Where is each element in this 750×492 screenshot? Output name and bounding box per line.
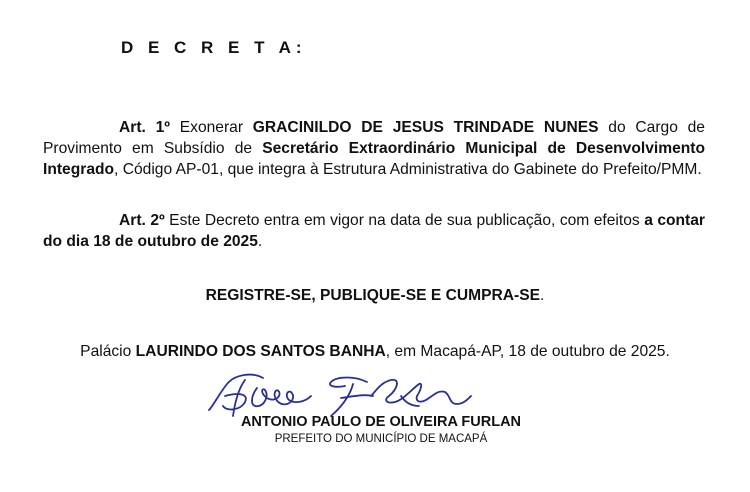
place-and-date: [0, 343, 750, 361]
article-1-text-1: do Cargo de Provimento em Subsídio de: [43, 119, 705, 157]
dismissed-person-name: GRACINILDO DE JESUS TRINDADE NUNES: [252, 119, 599, 136]
closing-formula-text: REGISTRE-SE, PUBLIQUE-SE E CUMPRA-SE: [205, 287, 541, 304]
place-suffix: , em Macapá-AP, 18 de outubro de 2025.: [385, 343, 670, 360]
place-prefix: Palácio: [80, 343, 136, 360]
article-2-label: Art. 2º: [119, 212, 165, 229]
position-title: Secretário Extraordinário Municipal de Desenvolvimento Integrado: [43, 140, 705, 178]
article-1-label: Art. 1º: [119, 119, 170, 136]
article-1-text-2: , Código AP-01, que integra à Estrutura Administrativa do Gabinete do Prefeito/PMM.: [114, 161, 702, 178]
palace-name: LAURINDO DOS SANTOS BANHA: [135, 343, 386, 360]
decree-heading: D E C R E T A:: [121, 38, 307, 57]
signer-title: PREFEITO DO MUNICÍPIO DE MACAPÁ: [274, 433, 488, 445]
signer-name: ANTONIO PAULO DE OLIVEIRA FURLAN: [240, 414, 522, 430]
closing-formula: [0, 287, 750, 305]
article-2-text-2: .: [257, 233, 263, 250]
closing-formula-tail: .: [540, 287, 545, 304]
article-2: [43, 210, 705, 252]
article-1: [43, 117, 705, 180]
effective-date: a contar do dia 18 de outubro de 2025: [43, 212, 705, 250]
article-2-text-1: Este Decreto entra em vigor na data de sua publicação, com efeitos: [164, 212, 645, 229]
article-1-verb: Exonerar: [169, 119, 253, 136]
